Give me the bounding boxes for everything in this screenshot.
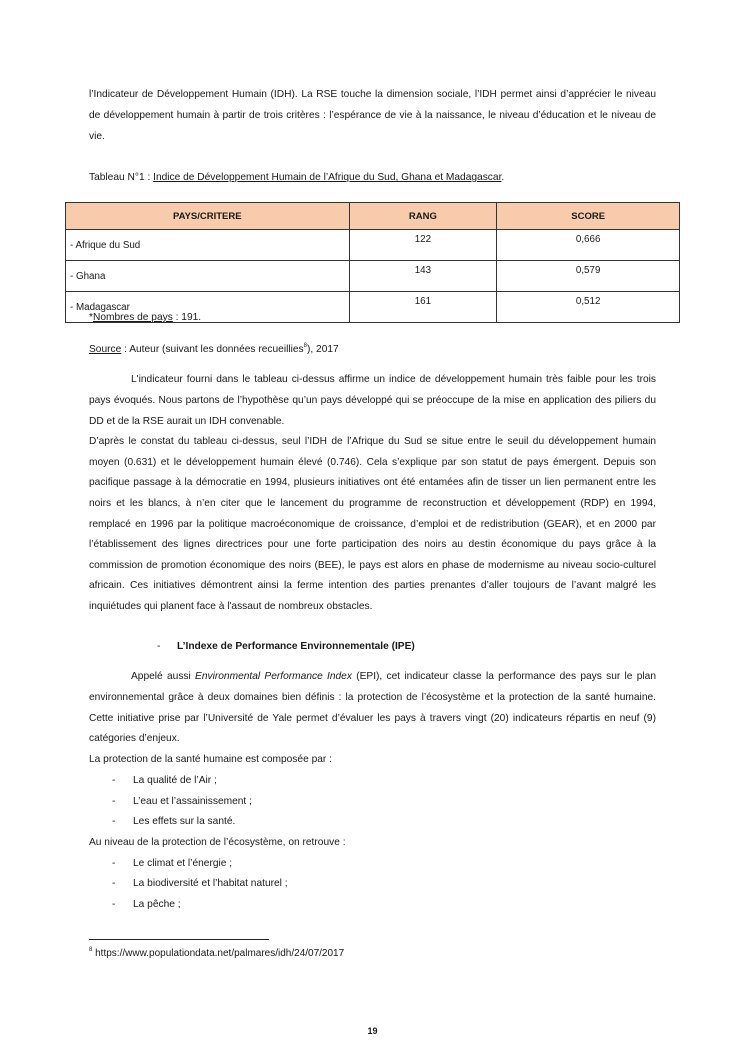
source-line: Source : Auteur (suivant les données recueillies$^8$), 2017 xyxy=(89,343,339,355)
table-row xyxy=(66,261,680,292)
table-header-row xyxy=(66,203,680,230)
table-caption: Tableau N°1 : Indice de Développement Humain de l’Afrique du Sud, Ghana et Madagascar. xyxy=(89,172,505,183)
cell-score: 0,512 xyxy=(497,292,680,323)
intro-line: de développement humain à partir de trois critères : l’espérance de vie à la naissance, le niveau d’éducation et le niveau de xyxy=(89,110,656,121)
table-row xyxy=(66,230,680,261)
para1-line: DD et de la RSE aurait un IDH convenable. xyxy=(89,416,285,427)
para2-line: commission de promotion économique des noirs (BEE), le pays est alors en phase de modernisme au niveau socio-culturel xyxy=(89,560,656,571)
para3-line: environnemental grâce à deux domaines bien définis : la protection de l’écosystème et la protection de la santé humaine. xyxy=(89,692,656,703)
intro-line: l’Indicateur de Développement Humain (IDH). La RSE touche la dimension sociale, l’IDH permet ainsi d’apprécier le niveau xyxy=(89,89,656,100)
footnote-separator xyxy=(89,939,269,940)
eco-intro: Au niveau de la protection de l’écosystème, on retrouve : xyxy=(89,837,346,848)
para2-line: pacifique passage à la démocratie en 1994, plusieurs initiatives ont été entamées afin de tisser un lien permanent entre les xyxy=(89,477,656,488)
para2-line: remplacé en 1996 par la politique macroéconomique de croissance, d’emploi et de redistribution (GEAR), et en 2000 par xyxy=(89,519,656,530)
list-item: - L’eau et l’assainissement ; xyxy=(112,796,252,807)
footnote: $^8$ https://www.populationdata.net/palmares/idh/24/07/2017 xyxy=(89,947,345,959)
para3-line: catégories d’enjeux. xyxy=(89,733,180,744)
para2-line: noirs et les blancs, à n’en citer que le lancement du programme de reconstruction et développement (RDP) en 1994, xyxy=(89,498,656,509)
para2-line: D’après le constat du tableau ci-dessus, seul l’IDH de l’Afrique du Sud se situe entre le seuil du développement humain xyxy=(89,436,656,447)
header-score: SCORE xyxy=(497,203,680,230)
header-rang: RANG xyxy=(349,203,497,230)
intro-line: vie. xyxy=(89,131,105,142)
table-caption-title: Indice de Développement Humain de l’Afrique du Sud, Ghana et Madagascar xyxy=(153,172,502,183)
para2-line: moyen (0.631) et le développement humain élevé (0.746). Cela s’explique par son statut de pays émergent. Depuis son xyxy=(89,457,656,468)
cell-score: 0,579 xyxy=(497,261,680,292)
idh-table xyxy=(65,202,680,323)
table-note: *Nombres de pays : 191. xyxy=(89,312,202,323)
list-item: - La pêche ; xyxy=(112,899,181,910)
cell-rang: 122 xyxy=(349,230,497,261)
cell-rang: 161 xyxy=(349,292,497,323)
header-pays: PAYS/CRITERE xyxy=(66,203,350,230)
cell-pays: - Madagascar xyxy=(66,292,350,323)
footnote-ref: 8 xyxy=(303,343,307,349)
list-item: - Le climat et l’énergie ; xyxy=(112,858,233,869)
para3-line: Appelé aussi Environmental Performance Index (EPI), cet indicateur classe la performance des pays sur le plan xyxy=(131,671,656,682)
para2-line: l’établissement des lignes directrices pour une forte participation des noirs au destin économique du pays grâce à la xyxy=(89,539,656,550)
para1-line: pays évoqués. Nous partons de l’hypothèse qu’un pays développé qui se préoccupe de la mise en application des piliers du xyxy=(89,395,656,406)
page-number: 19 xyxy=(367,1026,378,1036)
health-intro: La protection de la santé humaine est composée par : xyxy=(89,754,332,765)
para2-line: inquiétudes qui planent face à l'assaut de nombreux obstacles. xyxy=(89,601,373,612)
cell-score: 0,666 xyxy=(497,230,680,261)
footnote-link[interactable]: https://www.populationdata.net/palmares/idh/24/07/2017 xyxy=(92,948,345,959)
para1-line: L'indicateur fourni dans le tableau ci-dessus affirme un indice de développement humain très faible pour les trois xyxy=(131,374,656,385)
para2-line: africain. Ces initiatives démontrent ainsi la ferme intention des parties prenantes d’aller toujours de l’avant malgré les xyxy=(89,580,656,591)
para3-line: Cette initiative prise par l’Université de Yale permet d’évaluer les pays à travers vingt (20) indicateurs répartis en neuf (9) xyxy=(89,713,656,724)
list-item: - Les effets sur la santé. xyxy=(112,816,236,827)
cell-pays: - Afrique du Sud xyxy=(66,230,350,261)
list-item: - La qualité de l’Air ; xyxy=(112,775,217,786)
list-item: - La biodiversité et l’habitat naturel ; xyxy=(112,878,288,889)
cell-rang: 143 xyxy=(349,261,497,292)
cell-pays: - Ghana xyxy=(66,261,350,292)
section-heading: - L’Indexe de Performance Environnementale (IPE) xyxy=(157,641,415,652)
